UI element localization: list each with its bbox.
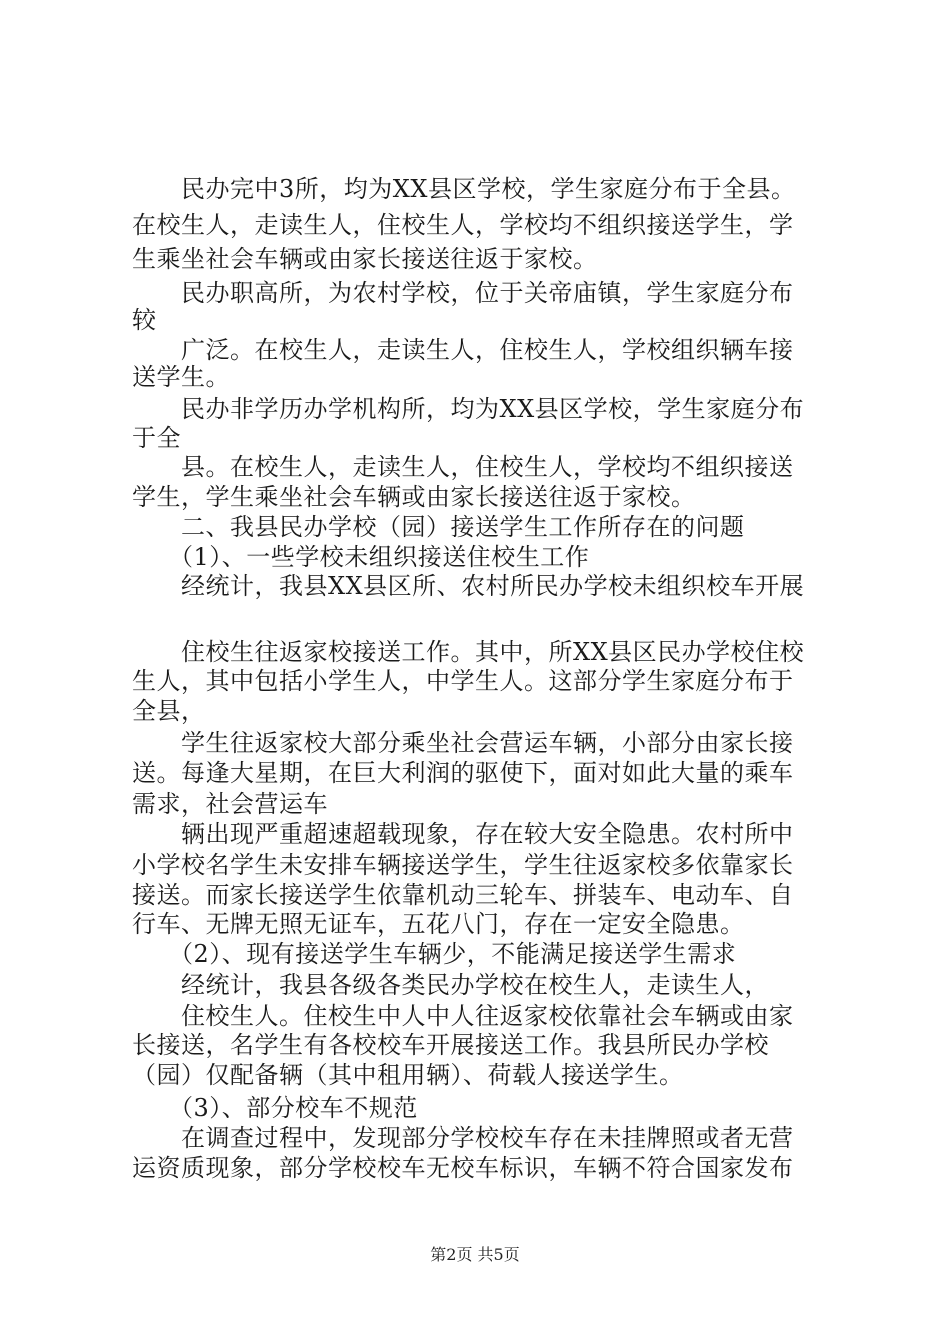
body-text-line: 全县， (132, 697, 206, 725)
body-text-line: 学生，学生乘坐社会车辆或由家长接送往返于家校。 (132, 483, 696, 511)
page-number-footer: 第2页 共5页 (430, 1245, 520, 1264)
body-text-line: 学生往返家校大部分乘坐社会营运车辆，小部分由家长接 (132, 729, 794, 757)
body-text-line: 民办非学历办学机构所，均为XX县区学校，学生家庭分布 (132, 395, 805, 423)
body-text-line: 小学校名学生未安排车辆接送学生，学生往返家校多依靠家长 (132, 851, 794, 879)
body-text-line: 送学生。 (132, 363, 230, 391)
body-text-line: 较 (132, 306, 157, 334)
body-text-line: 县。在校生人，走读生人，住校生人，学校均不组织接送 (132, 453, 794, 481)
body-text-line: 送。每逢大星期，在巨大利润的驱使下，面对如此大量的乘车 (132, 759, 794, 787)
body-text-line: 在调查过程中，发现部分学校校车存在未挂牌照或者无营 (132, 1124, 794, 1152)
body-text-line: 于全 (132, 424, 181, 452)
subsection-heading: （3）、部分校车不规范 (132, 1094, 418, 1122)
body-text-line: 民办职高所，为农村学校，位于关帝庙镇，学生家庭分布 (132, 279, 794, 307)
body-text-line: 长接送，名学生有各校校车开展接送工作。我县所民办学校 (132, 1031, 769, 1059)
body-text-line: 住校生人。住校生中人中人往返家校依靠社会车辆或由家 (132, 1002, 794, 1030)
body-text-line: （园）仅配备辆（其中租用辆）、荷载人接送学生。 (132, 1061, 684, 1089)
body-text-line: 经统计，我县XX县区所、农村所民办学校未组织校车开展 (132, 572, 805, 600)
body-text-line: 生人，其中包括小学生人，中学生人。这部分学生家庭分布于 (132, 667, 794, 695)
body-text-line: 需求，社会营运车 (132, 790, 328, 818)
body-text-line: 接送。而家长接送学生依靠机动三轮车、拼装车、电动车、自 (132, 881, 794, 909)
subsection-heading: （1）、一些学校未组织接送住校生工作 (132, 543, 590, 571)
body-text-line: 住校生往返家校接送工作。其中，所XX县区民办学校住校 (132, 638, 805, 666)
body-text-line: 经统计，我县各级各类民办学校在校生人，走读生人， (132, 971, 769, 999)
body-text-line: 行车、无牌无照无证车，五花八门，存在一定安全隐患。 (132, 910, 745, 938)
body-text-line: 运资质现象，部分学校校车无校车标识，车辆不符合国家发布 (132, 1154, 794, 1182)
body-text-line: 在校生人，走读生人，住校生人，学校均不组织接送学生，学 (132, 211, 794, 239)
body-text-line: 广泛。在校生人，走读生人，住校生人，学校组织辆车接 (132, 336, 794, 364)
body-text-line: 辆出现严重超速超载现象，存在较大安全隐患。农村所中 (132, 820, 794, 848)
body-text-line: 民办完中3所，均为XX县区学校，学生家庭分布于全县。 (132, 175, 796, 203)
subsection-heading: （2）、现有接送学生车辆少，不能满足接送学生需求 (132, 940, 737, 968)
section-heading: 二、我县民办学校（园）接送学生工作所存在的问题 (132, 513, 745, 541)
body-text-line: 生乘坐社会车辆或由家长接送往返于家校。 (132, 245, 598, 273)
